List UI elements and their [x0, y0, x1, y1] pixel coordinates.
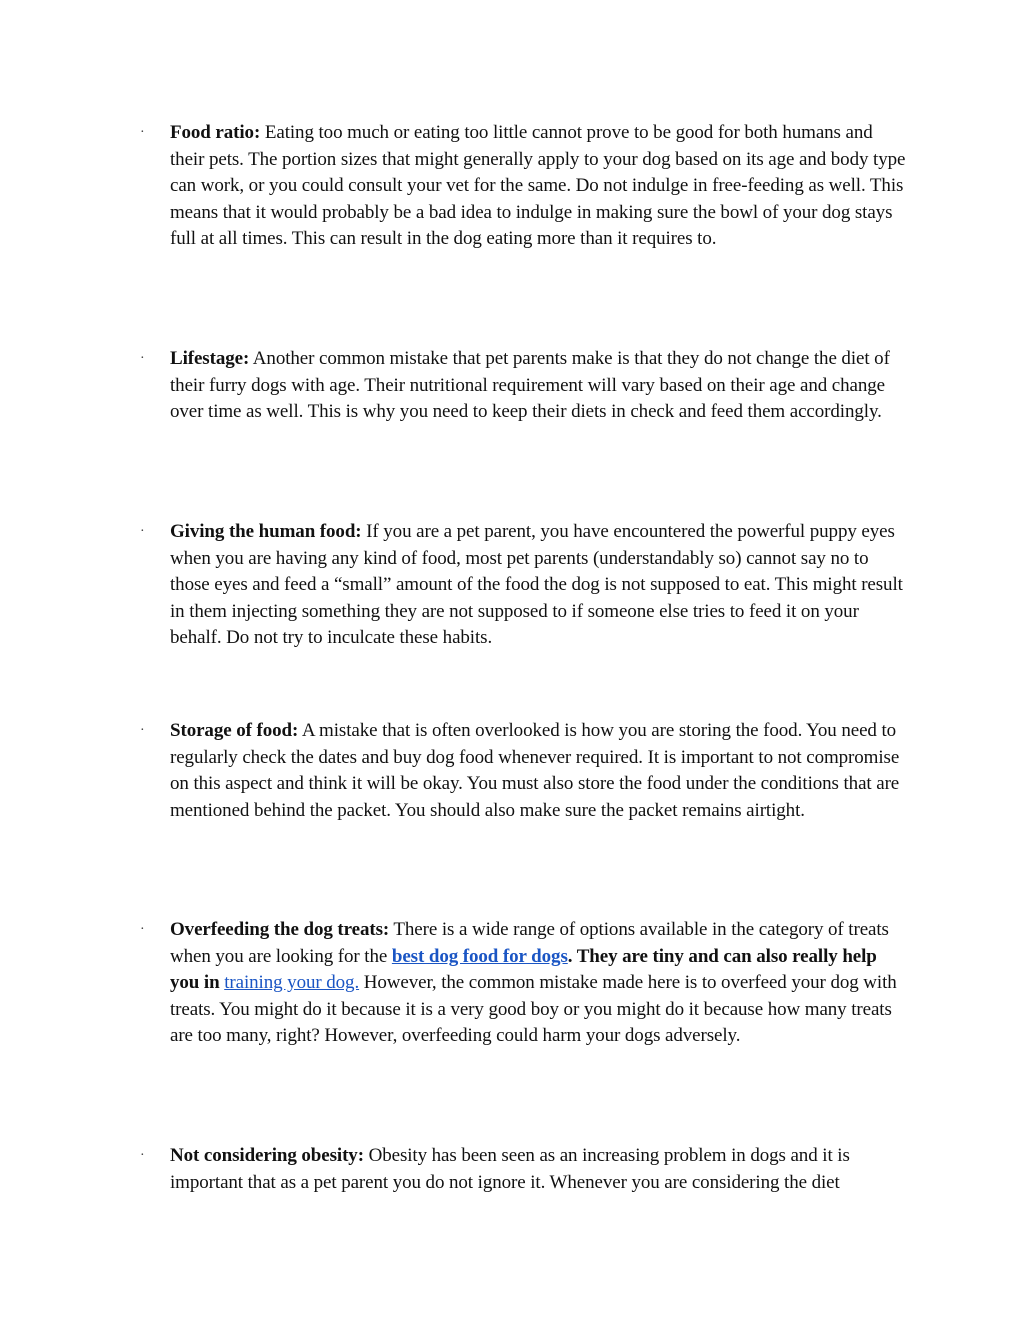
item-text: Eating too much or eating too little cannot prove to be good for both humans and their pets. The portion sizes that might generally apply to your dog based on its age and body type can work, or you could consult your vet for the same. Do not indulge in free-feeding as well. This means that it would probably be a bad idea to indulge in making sure the bowl of your dog stays full at all times. This can result in the dog eating more than it requires to.	[170, 122, 906, 249]
item-label: Giving the human food:	[170, 521, 362, 542]
item-text: However, the common mistake made here is to overfeed your dog with treats. You might do it because it is a very good boy or you might do it because how many treats are too many, right? However, overfeeding could harm your dogs adversely.	[170, 972, 897, 1046]
paragraph	[170, 519, 910, 652]
paragraph	[170, 120, 910, 253]
bullet: ·	[140, 125, 145, 140]
best-dog-food-link[interactable]: best dog food for dogs	[391, 945, 568, 967]
list-item-human-food	[140, 519, 910, 652]
item-text: A mistake that is often overlooked is how you are storing the food. You need to regularly check the dates and buy dog food whenever required. It is important to not compromise on this aspect and think it will be okay. You must also store the food under the conditions that are mentioned behind the packet. You should also make sure the packet remains airtight.	[170, 720, 900, 821]
bullet: ·	[140, 723, 145, 738]
bullet: ·	[140, 524, 145, 539]
item-text: Another common mistake that pet parents make is that they do not change the diet of their furry dogs with age. Their nutritional requirement will vary based on their age and change over time as well. This is why you need to keep their diets in check and feed them accordingly.	[170, 348, 890, 422]
list-item-lifestage	[140, 346, 910, 426]
list-item-obesity	[140, 1143, 910, 1196]
paragraph	[170, 718, 910, 824]
item-label: Food ratio:	[170, 122, 261, 143]
item-text: Obesity has been seen as an increasing problem in dogs and it is important that as a pet parent you do not ignore it. Whenever you are considering the diet	[170, 1145, 850, 1193]
training-your-dog-link[interactable]: training your dog.	[224, 972, 360, 993]
paragraph	[170, 346, 910, 426]
bullet: ·	[140, 922, 145, 937]
item-label: Overfeeding the dog treats:	[170, 919, 390, 940]
item-text: There is a wide range of options available in the category of treats when you are looking for the	[170, 919, 889, 967]
bullet: ·	[140, 351, 145, 366]
list-item-food-ratio	[140, 120, 910, 253]
item-label: Lifestage:	[170, 348, 250, 369]
list-item-storage	[140, 718, 910, 824]
item-label: Storage of food:	[170, 720, 299, 741]
list-item-treats	[140, 917, 910, 1050]
item-text: . They are tiny and can also really help you in	[170, 945, 877, 993]
paragraph	[170, 917, 910, 1050]
item-text: If you are a pet parent, you have encountered the powerful puppy eyes when you are having any kind of food, most pet parents (understandably so) cannot say no to those eyes and feed a “small” amount of the food the dog is not supposed to eat. This might result in them injecting something they are not supposed to if someone else tries to feed it on your behalf. Do not try to inculcate these habits.	[170, 521, 903, 648]
item-label: Not considering obesity:	[170, 1145, 364, 1166]
bullet: ·	[140, 1148, 145, 1163]
paragraph	[170, 1143, 910, 1196]
